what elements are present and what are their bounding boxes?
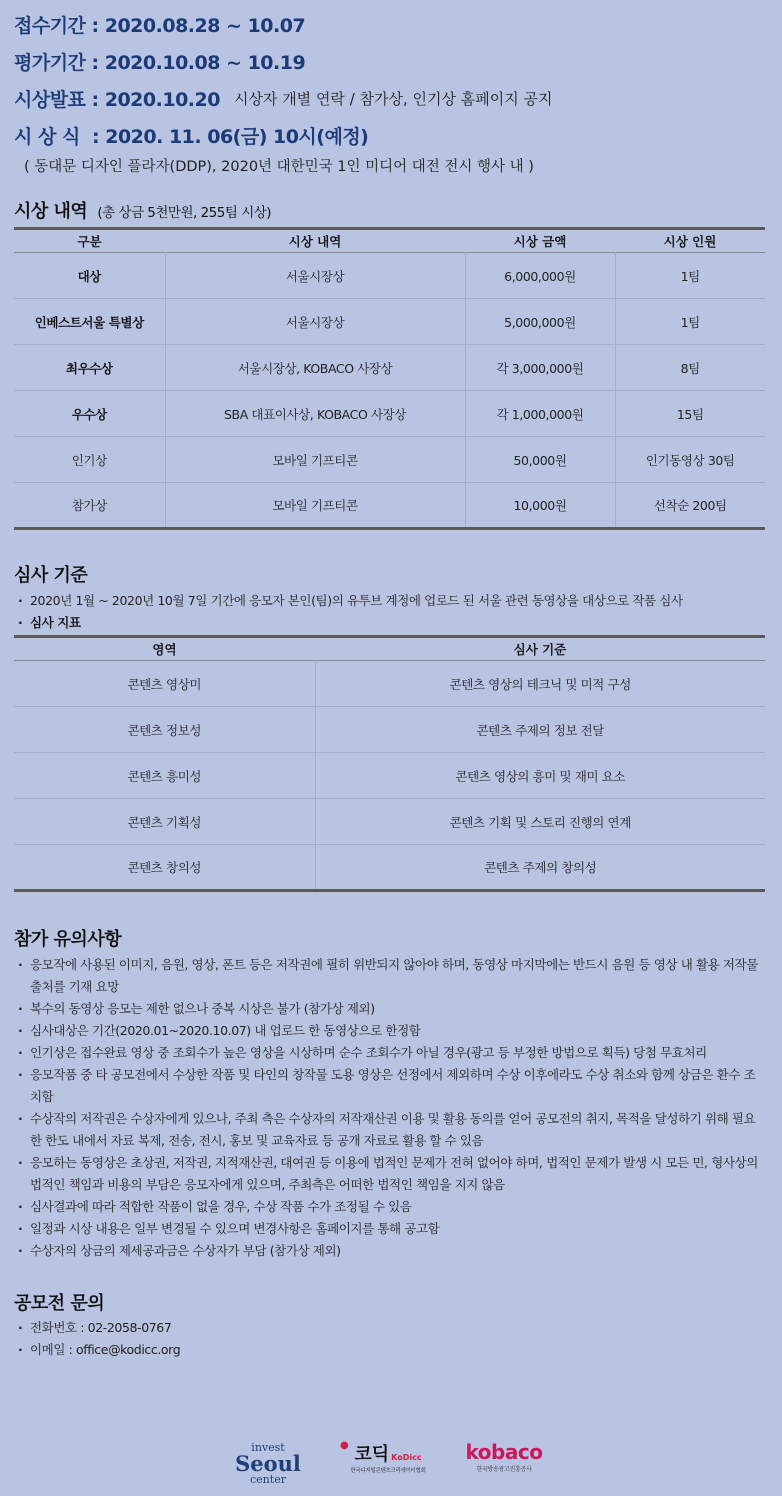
- sponsor-logos: [0, 1440, 782, 1488]
- kodicc-logo: [342, 1440, 434, 1474]
- award-detail: 모바일 기프티콘: [165, 483, 465, 529]
- header-category: 구분: [77, 234, 102, 249]
- kodicc-mark: [354, 1444, 421, 1465]
- evaluation-period: 평가기간 : 2020.10.08 ~ 10.19: [14, 52, 306, 74]
- award-count: 8팀: [615, 345, 765, 391]
- table-row: [14, 299, 765, 345]
- invest-seoul-bottom: center: [250, 1473, 286, 1486]
- table-row: [14, 483, 765, 529]
- receipt-period: 접수기간 : 2020.08.28 ~ 10.07: [14, 15, 306, 37]
- criteria-standard: 콘텐츠 영상의 흥미 및 재미 요소: [315, 753, 765, 799]
- awards-header-row: [14, 229, 765, 253]
- contact-phone: · 전화번호 : 02-2058-0767: [18, 1317, 758, 1339]
- criteria-table: [14, 635, 765, 892]
- criteria-index-label: · 심사 지표: [18, 612, 758, 634]
- awards-title-text: 시상 내역: [14, 201, 88, 222]
- kodicc-mark-icon: ●: [340, 1440, 349, 1451]
- kobaco-main: kobaco: [465, 1440, 543, 1464]
- kodicc-sub: 한국디지털콘텐츠크리에이터협회: [350, 1468, 426, 1474]
- table-row: [14, 391, 765, 437]
- list-item: · 응모작에 사용된 이미지, 음원, 영상, 폰트 등은 저작권에 필히 위반되지 않아야 하며, 동영상 마지막에는 반드시 음원 등 영상 내 활용 저작물 출처를 기재 요망: [18, 954, 758, 998]
- award-detail: SBA 대표이사상, KOBACO 사장상: [165, 391, 465, 437]
- kodicc-main: 코딕: [354, 1444, 390, 1465]
- award-category: 우수상: [71, 406, 107, 422]
- contact-email: · 이메일 : office@kodicc.org: [18, 1339, 758, 1361]
- award-category: 참가상: [71, 498, 107, 513]
- award-category: 최우수상: [65, 360, 113, 376]
- criteria-area: 콘텐츠 기획성: [127, 814, 202, 830]
- table-row: [14, 345, 765, 391]
- award-amount: 6,000,000원: [465, 253, 615, 299]
- criteria-header-row: [14, 637, 765, 661]
- header-area: 영역: [152, 642, 177, 657]
- table-row: [14, 799, 765, 845]
- criteria-intro: · 2020년 1월 ~ 2020년 10월 7일 기간에 응모자 본인(팀)의 유투브 계정에 업로드 된 서울 관련 동영상을 대상으로 작품 심사: [18, 590, 758, 612]
- award-detail: 서울시장상, KOBACO 사장상: [165, 345, 465, 391]
- criteria-list: [18, 590, 758, 634]
- list-item: · 응모작품 중 타 공모전에서 수상한 작품 및 타인의 창작물 도용 영상은 선정에서 제외하며 수상 이후에라도 수상 취소와 함께 상금은 환수 조치함: [18, 1064, 758, 1108]
- ceremony-note: ( 동대문 디자인 플라자(DDP), 2020년 대한민국 1인 미디어 대전 전시 행사 내 ): [24, 158, 534, 175]
- criteria-standard: 콘텐츠 영상의 테크닉 및 미적 구성: [315, 661, 765, 707]
- notes-title: 참가 유의사항: [14, 929, 122, 950]
- list-item: · 응모하는 동영상은 초상권, 저작권, 지적재산권, 대여권 등 이용에 법적인 문제가 전혀 없어야 하며, 법적인 문제가 발생 시 모든 민, 형사상의 법적인 책임과 비용의 부담은 응모자에게 있으며, 주최측은 어떠한 법적인 책임을 지지 않음: [18, 1152, 758, 1196]
- contact-list: [18, 1317, 758, 1361]
- criteria-standard: 콘텐츠 주제의 정보 전달: [315, 707, 765, 753]
- criteria-standard: 콘텐츠 주제의 창의성: [315, 845, 765, 891]
- announce-note: 시상자 개별 연락 / 참가상, 인기상 홈페이지 공지: [233, 90, 553, 108]
- table-row: [14, 845, 765, 891]
- schedule-block: [14, 6, 774, 176]
- list-item: · 심사결과에 따라 적합한 작품이 없을 경우, 수상 작품 수가 조정될 수 있음: [18, 1196, 758, 1218]
- table-row: [14, 661, 765, 707]
- schedule-evaluation: [14, 43, 774, 80]
- criteria-title: 심사 기준: [14, 565, 88, 586]
- list-item: · 인기상은 접수완료 영상 중 조회수가 높은 영상을 시상하며 순수 조회수가 아닐 경우(광고 등 부정한 방법으로 획득) 당첨 무효처리: [18, 1042, 758, 1064]
- award-detail: 서울시장상: [165, 299, 465, 345]
- kodicc-brand: KoDicc: [391, 1453, 422, 1462]
- list-item: · 심사대상은 기간(2020.01~2020.10.07) 내 업로드 한 동영상으로 한정함: [18, 1020, 758, 1042]
- award-amount: 각 3,000,000원: [465, 345, 615, 391]
- awards-subtitle: (총 상금 5천만원, 255팀 시상): [97, 205, 272, 221]
- invest-seoul-logo: [232, 1442, 304, 1485]
- award-amount: 10,000원: [465, 483, 615, 529]
- announce-date: 시상발표 : 2020.10.20: [14, 89, 220, 111]
- award-count: 인기동영상 30팀: [615, 437, 765, 483]
- award-amount: 50,000원: [465, 437, 615, 483]
- award-detail: 서울시장상: [165, 253, 465, 299]
- table-row: [14, 707, 765, 753]
- list-item: · 수상작의 저작권은 수상자에게 있으나, 주최 측은 수상자의 저작재산권 이용 및 활용 동의를 얻어 공모전의 취지, 목적을 달성하기 위해 필요한 한도 내에서 자료 복제, 전송, 전시, 홍보 및 교육자료 등 공개 자료로 활용 할 수 있음: [18, 1108, 758, 1152]
- list-item: · 일정과 시상 내용은 일부 변경될 수 있으며 변경사항은 홈페이지를 통해 공고함: [18, 1218, 758, 1240]
- invest-seoul-top: invest: [251, 1441, 285, 1454]
- award-category: 인기상: [71, 452, 107, 468]
- header-amount: 시상 금액: [513, 234, 567, 249]
- award-detail: 모바일 기프티콘: [165, 437, 465, 483]
- table-row: [14, 437, 765, 483]
- schedule-receipt: [14, 6, 774, 43]
- award-count: 선착순 200팀: [615, 483, 765, 529]
- header-detail: 시상 내역: [288, 234, 342, 249]
- award-count: 1팀: [615, 299, 765, 345]
- award-category: 대상: [77, 268, 101, 284]
- awards-title: [14, 197, 271, 223]
- kobaco-sub: 한국방송광고진흥공사: [476, 1466, 532, 1473]
- award-amount: 5,000,000원: [465, 299, 615, 345]
- kobaco-logo: [456, 1440, 552, 1473]
- criteria-area: 콘텐츠 흥미성: [127, 768, 202, 784]
- schedule-announce: [14, 80, 774, 117]
- criteria-area: 콘텐츠 정보성: [127, 722, 202, 738]
- notes-list: [18, 954, 758, 1262]
- invest-seoul-main: Seoul: [235, 1451, 301, 1476]
- table-row: [14, 253, 765, 299]
- criteria-area: 콘텐츠 영상미: [127, 676, 202, 692]
- award-category: 인베스트서울 특별상: [34, 314, 144, 330]
- schedule-ceremony: [14, 117, 774, 154]
- list-item: · 수상자의 상금의 제세공과금은 수상자가 부담 (참가상 제외): [18, 1240, 758, 1262]
- table-row: [14, 753, 765, 799]
- criteria-area: 콘텐츠 창의성: [127, 860, 202, 875]
- criteria-standard: 콘텐츠 기획 및 스토리 진행의 연계: [315, 799, 765, 845]
- contact-title: 공모전 문의: [14, 1293, 105, 1314]
- header-standard: 심사 기준: [513, 642, 567, 657]
- header-count: 시상 인원: [663, 234, 717, 249]
- award-amount: 각 1,000,000원: [465, 391, 615, 437]
- awards-table: [14, 227, 765, 530]
- award-count: 1팀: [615, 253, 765, 299]
- list-item: · 복수의 동영상 응모는 제한 없으나 중복 시상은 불가 (참가상 제외): [18, 998, 758, 1020]
- ceremony-date: 시 상 식 : 2020. 11. 06(금) 10시(예정): [14, 126, 369, 148]
- award-count: 15팀: [615, 391, 765, 437]
